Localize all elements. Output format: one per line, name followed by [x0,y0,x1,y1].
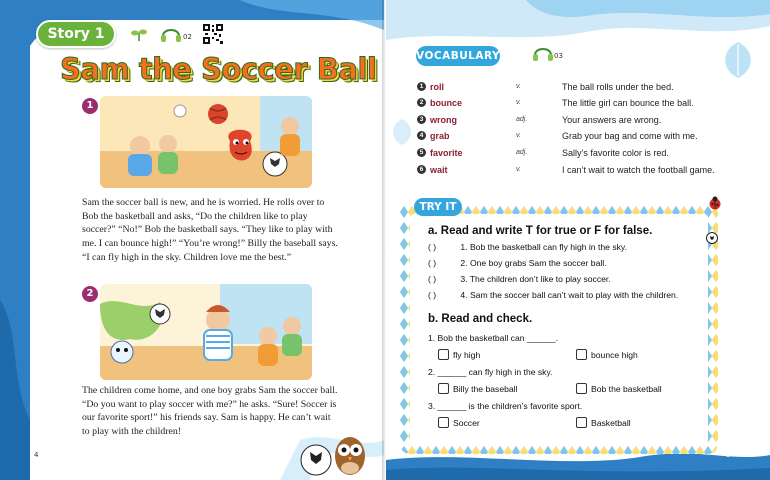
checkbox[interactable] [576,349,587,360]
option-basketball[interactable] [576,417,631,428]
vocab-number: 6 [417,165,426,174]
vocab-part-of-speech: adj. [516,116,528,123]
story-title: Sam the Soccer Ball [60,52,377,86]
vocab-number: 5 [417,148,426,157]
vocab-word: wait [430,165,448,175]
vocabulary-label: VOCABULARY [416,46,500,66]
answer-blank[interactable]: ( ) [428,242,437,252]
vocab-word: wrong [430,115,457,125]
option-label: Billy the baseball [453,384,518,394]
checkbox[interactable] [576,417,587,428]
option-label: Soccer [453,418,480,428]
checkbox[interactable] [438,349,449,360]
vocab-row [417,96,757,110]
vocab-part-of-speech: v. [516,99,521,106]
vocab-sentence: The ball rolls under the bed. [562,82,674,92]
option-label: fly high [453,350,481,360]
option-billy-the-baseball[interactable] [438,383,518,394]
try-it-label: TRY IT [414,198,462,216]
panel-number-2: 2 [82,286,98,302]
question-3: 3. ______ is the children’s favorite sport. [428,401,583,411]
vocab-number: 2 [417,98,426,107]
story-paragraph-1: Sam the soccer ball is new, and he is worried. He rolls over to Bob the basketball and asks, “Do the children like to play soccer?” “No!” Bob the basketball says. “They like to play with me. I can bounce high!” “You’re wrong!” Billy the baseball says. “I can fly high in the sky. Children love me the best.” [82,197,338,263]
story-paragraph-2: The children come home, and one boy grabs Sam the soccer ball. “Do you want to play soccer with me?” he asks. “Sure! Soccer is our favorite sport!” his friends say. Sam is happy. He can’t wait to play with the children! [82,385,338,438]
option-bounce-high[interactable] [576,349,638,360]
vocab-word: grab [430,131,450,141]
answer-blank[interactable]: ( ) [428,258,437,268]
story-illustration-2 [100,284,312,380]
section-a-heading: a. Read and write T for true or F for false. [428,225,653,237]
story-label: Story 1 [36,20,116,48]
leaf-icon-small [390,118,414,146]
option-fly-high[interactable] [438,349,480,360]
headphones-icon [160,23,182,43]
statement-text: 1. Bob the basketball can fly high in the sky. [460,242,627,252]
true-false-item [428,242,627,252]
vocab-sentence: The little girl can bounce the ball. [562,98,694,108]
vocab-word: roll [430,82,445,92]
true-false-item [428,290,678,300]
section-b-heading: b. Read and check. [428,313,533,325]
option-bob-the-basketball[interactable] [576,383,662,394]
vocab-number: 3 [417,115,426,124]
statement-text: 4. Sam the soccer ball can’t wait to play with the children. [460,290,679,300]
vocab-sentence: I can’t wait to watch the football game. [562,165,715,175]
vocab-word: favorite [430,148,463,158]
vocab-part-of-speech: v. [516,132,521,139]
story-illustration-1 [100,96,312,188]
true-false-item [428,258,607,268]
vocab-row [417,113,757,127]
right-page [386,0,770,480]
vocab-row [417,80,757,94]
vocab-part-of-speech: adj. [516,149,528,156]
option-label: Basketball [591,418,631,428]
answer-blank[interactable]: ( ) [428,274,437,284]
vocab-part-of-speech: v. [516,83,521,90]
vocab-number: 4 [417,131,426,140]
page-number-left: 4 [34,451,39,459]
vocab-part-of-speech: v. [516,166,521,173]
leaf-icon [721,40,755,80]
answer-blank[interactable]: ( ) [428,290,437,300]
vocab-row [417,146,757,160]
question-1: 1. Bob the basketball can ______. [428,333,558,343]
checkbox[interactable] [438,383,449,394]
left-page [0,0,384,480]
vocab-number: 1 [417,82,426,91]
qr-code-icon [202,23,224,45]
audio-track-number: 02 [183,33,192,41]
statement-text: 2. One boy grabs Sam the soccer ball. [460,258,607,268]
option-soccer[interactable] [438,417,480,428]
checkbox[interactable] [576,383,587,394]
sprout-icon [130,27,148,41]
vocab-word: bounce [430,98,463,108]
headphones-icon [532,42,554,62]
option-label: Bob the basketball [591,384,662,394]
soccer-ball-icon [706,232,718,244]
checkbox[interactable] [438,417,449,428]
vocab-row [417,129,757,143]
statement-text: 3. The children don’t like to play soccer. [460,274,611,284]
vocab-sentence: Grab your bag and come with me. [562,131,698,141]
vocab-sentence: Your answers are wrong. [562,115,662,125]
owl-and-soccer-ball-decoration [300,430,370,478]
panel-number-1: 1 [82,98,98,114]
vocab-sentence: Sally’s favorite color is red. [562,148,669,158]
true-false-item [428,274,611,284]
ladybug-icon [708,196,722,210]
audio-track-number: 03 [554,52,563,60]
option-label: bounce high [591,350,638,360]
page-number-right: 5 [726,451,731,459]
question-2: 2. ______ can fly high in the sky. [428,367,553,377]
vocab-row [417,163,757,177]
